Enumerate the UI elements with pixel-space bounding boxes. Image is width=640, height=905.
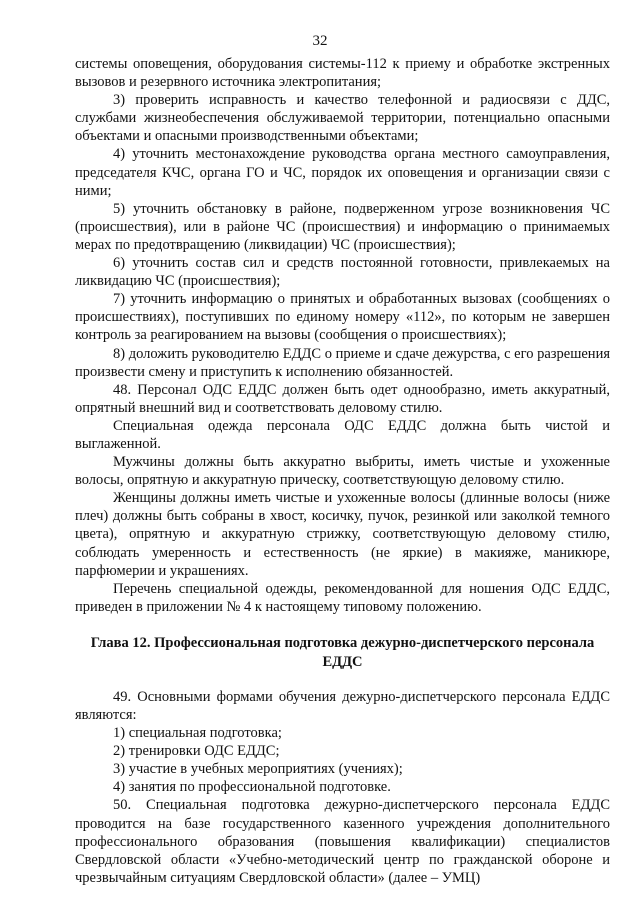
paragraph: 50. Специальная подготовка дежурно-диспетчерского персонала ЕДДС проводится на базе государственного казенного учреждения дополнительного профессионального образования (повышения квалификации) специалистов Свердловской области «Учебно-методический центр по гражданской обороне и чрезвычайным ситуациям Свердловской области» (далее – УМЦ) — [75, 797, 610, 886]
paragraph: Перечень специальной одежды, рекомендованной для ношения ОДС ЕДДС, приведен в приложении № 4 к настоящему типовому положению. — [75, 580, 610, 615]
paragraph: 49. Основными формами обучения дежурно-диспетчерского персонала ЕДДС являются: — [75, 688, 610, 723]
paragraph: 5) уточнить обстановку в районе, подверженном угрозе возникновения ЧС (происшествия), или в районе ЧС (происшествия) и информацию о принимаемых мерах по предотвращению (ликвидации) ЧС (происшествия); — [75, 200, 610, 253]
paragraph: 3) проверить исправность и качество телефонной и радиосвязи с ДДС, службами жизнеобеспечения обслуживаемой территории, потенциально опасными объектами и опасными производственными объектами; — [75, 92, 610, 145]
document-body — [75, 55, 610, 887]
paragraph: Мужчины должны быть аккуратно выбриты, иметь чистые и ухоженные волосы, опрятную и аккуратную прическу, соответствующую деловому стилю. — [75, 454, 610, 489]
chapter-title: Глава 12. Профессиональная подготовка дежурно-диспетчерского персонала ЕДДС — [90, 634, 595, 670]
paragraph: системы оповещения, оборудования системы-112 к приему и обработке экстренных вызовов и резервного источника электропитания; — [75, 56, 610, 91]
paragraph: Женщины должны иметь чистые и ухоженные волосы (длинные волосы (ниже плеч) должны быть собраны в хвост, косичку, пучок, резинкой или заколкой темного цвета), опрятную и аккуратную стрижку, соответствующую деловому стилю, соблюдать умеренность и естественность (не яркие) в макияже, маникюре, парфюмерии и украшениях. — [75, 490, 610, 579]
paragraph: 48. Персонал ОДС ЕДДС должен быть одет однообразно, иметь аккуратный, опрятный внешний вид и соответствовать деловому стилю. — [75, 381, 610, 416]
paragraph: 4) уточнить местонахождение руководства органа местного самоуправления, председателя КЧС, органа ГО и ЧС, порядок их оповещения и организации связи с ними; — [75, 146, 610, 199]
paragraph: Специальная одежда персонала ОДС ЕДДС должна быть чистой и выглаженной. — [75, 417, 610, 452]
list-item: 3) участие в учебных мероприятиях (учениях); — [113, 761, 403, 778]
paragraph: 8) доложить руководителю ЕДДС о приеме и сдаче дежурства, с его разрешения произвести смену и приступить к исполнению обязанностей. — [75, 345, 610, 380]
list-item: 1) специальная подготовка; — [113, 725, 282, 742]
list-item: 2) тренировки ОДС ЕДДС; — [113, 743, 280, 760]
paragraph: 6) уточнить состав сил и средств постоянной готовности, привлекаемых на ликвидацию ЧС (происшествия); — [75, 255, 610, 290]
list-item: 4) занятия по профессиональной подготовке. — [113, 779, 391, 796]
page-number: 32 — [312, 33, 328, 49]
paragraph: 7) уточнить информацию о принятых и обработанных вызовах (сообщениях о происшествиях), поступивших по единому номеру «112», по которым не завершен контроль за реагированием на вызовы (сообщения о происшествиях); — [75, 291, 610, 344]
